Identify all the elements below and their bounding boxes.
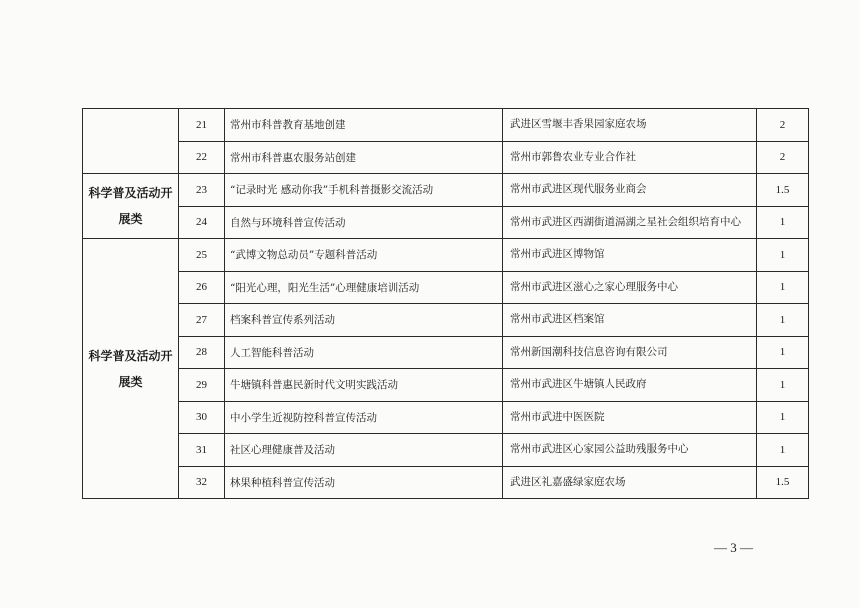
- activity-name: 常州市科普教育基地创建: [225, 109, 503, 142]
- item-number: 29: [179, 369, 225, 402]
- item-number: 30: [179, 401, 225, 434]
- activity-name: “阳光心理，阳光生活”心理健康培训活动: [225, 271, 503, 304]
- activity-name: 常州市科普惠农服务站创建: [225, 141, 503, 174]
- item-number: 24: [179, 206, 225, 239]
- table-row: [83, 109, 809, 142]
- activity-table-body: [83, 109, 809, 499]
- activity-name: 牛塘镇科普惠民新时代文明实践活动: [225, 369, 503, 402]
- activity-name: 人工智能科普活动: [225, 336, 503, 369]
- organization-name: 武进区雪堰丰香果园家庭农场: [503, 109, 757, 142]
- score-value: 1: [757, 369, 809, 402]
- organization-name: 武进区礼嘉盛绿家庭农场: [503, 466, 757, 499]
- score-value: 2: [757, 141, 809, 174]
- organization-name: 常州市武进区滋心之家心理服务中心: [503, 271, 757, 304]
- item-number: 21: [179, 109, 225, 142]
- score-value: 1.5: [757, 174, 809, 207]
- activity-table: [82, 108, 809, 499]
- score-value: 1: [757, 206, 809, 239]
- item-number: 23: [179, 174, 225, 207]
- organization-name: 常州新国潮科技信息咨询有限公司: [503, 336, 757, 369]
- table-row: [83, 434, 809, 467]
- organization-name: 常州市武进区博物馆: [503, 239, 757, 272]
- activity-name: “武博文物总动员”专题科普活动: [225, 239, 503, 272]
- score-value: 1: [757, 434, 809, 467]
- activity-name: 林果种植科普宣传活动: [225, 466, 503, 499]
- page-number: — 3 —: [714, 540, 753, 555]
- table-row: [83, 174, 809, 207]
- table-row: [83, 271, 809, 304]
- category-cell: [83, 109, 179, 174]
- table-row: [83, 304, 809, 337]
- table-row: [83, 239, 809, 272]
- score-value: 1: [757, 304, 809, 337]
- item-number: 31: [179, 434, 225, 467]
- item-number: 27: [179, 304, 225, 337]
- organization-name: 常州市武进中医医院: [503, 401, 757, 434]
- organization-name: 常州市武进区牛塘镇人民政府: [503, 369, 757, 402]
- item-number: 32: [179, 466, 225, 499]
- activity-name: 档案科普宣传系列活动: [225, 304, 503, 337]
- score-value: 1: [757, 271, 809, 304]
- organization-name: 常州市郭鲁农业专业合作社: [503, 141, 757, 174]
- table-row: [83, 401, 809, 434]
- item-number: 28: [179, 336, 225, 369]
- organization-name: 常州市武进区现代服务业商会: [503, 174, 757, 207]
- activity-name: 社区心理健康普及活动: [225, 434, 503, 467]
- organization-name: 常州市武进区档案馆: [503, 304, 757, 337]
- score-value: 2: [757, 109, 809, 142]
- score-value: 1.5: [757, 466, 809, 499]
- organization-name: 常州市武进区心家园公益助残服务中心: [503, 434, 757, 467]
- table-row: [83, 369, 809, 402]
- activity-name: “记录时光 感动你我”手机科普摄影交流活动: [225, 174, 503, 207]
- table-row: [83, 466, 809, 499]
- category-cell: 科学普及活动开展类: [83, 174, 179, 239]
- table-row: [83, 206, 809, 239]
- item-number: 25: [179, 239, 225, 272]
- score-value: 1: [757, 401, 809, 434]
- score-value: 1: [757, 239, 809, 272]
- activity-name: 自然与环境科普宣传活动: [225, 206, 503, 239]
- table-row: [83, 141, 809, 174]
- item-number: 22: [179, 141, 225, 174]
- item-number: 26: [179, 271, 225, 304]
- score-value: 1: [757, 336, 809, 369]
- organization-name: 常州市武进区西湖街道滆湖之星社会组织培育中心: [503, 206, 757, 239]
- table-row: [83, 336, 809, 369]
- category-cell: 科学普及活动开展类: [83, 239, 179, 499]
- activity-name: 中小学生近视防控科普宣传活动: [225, 401, 503, 434]
